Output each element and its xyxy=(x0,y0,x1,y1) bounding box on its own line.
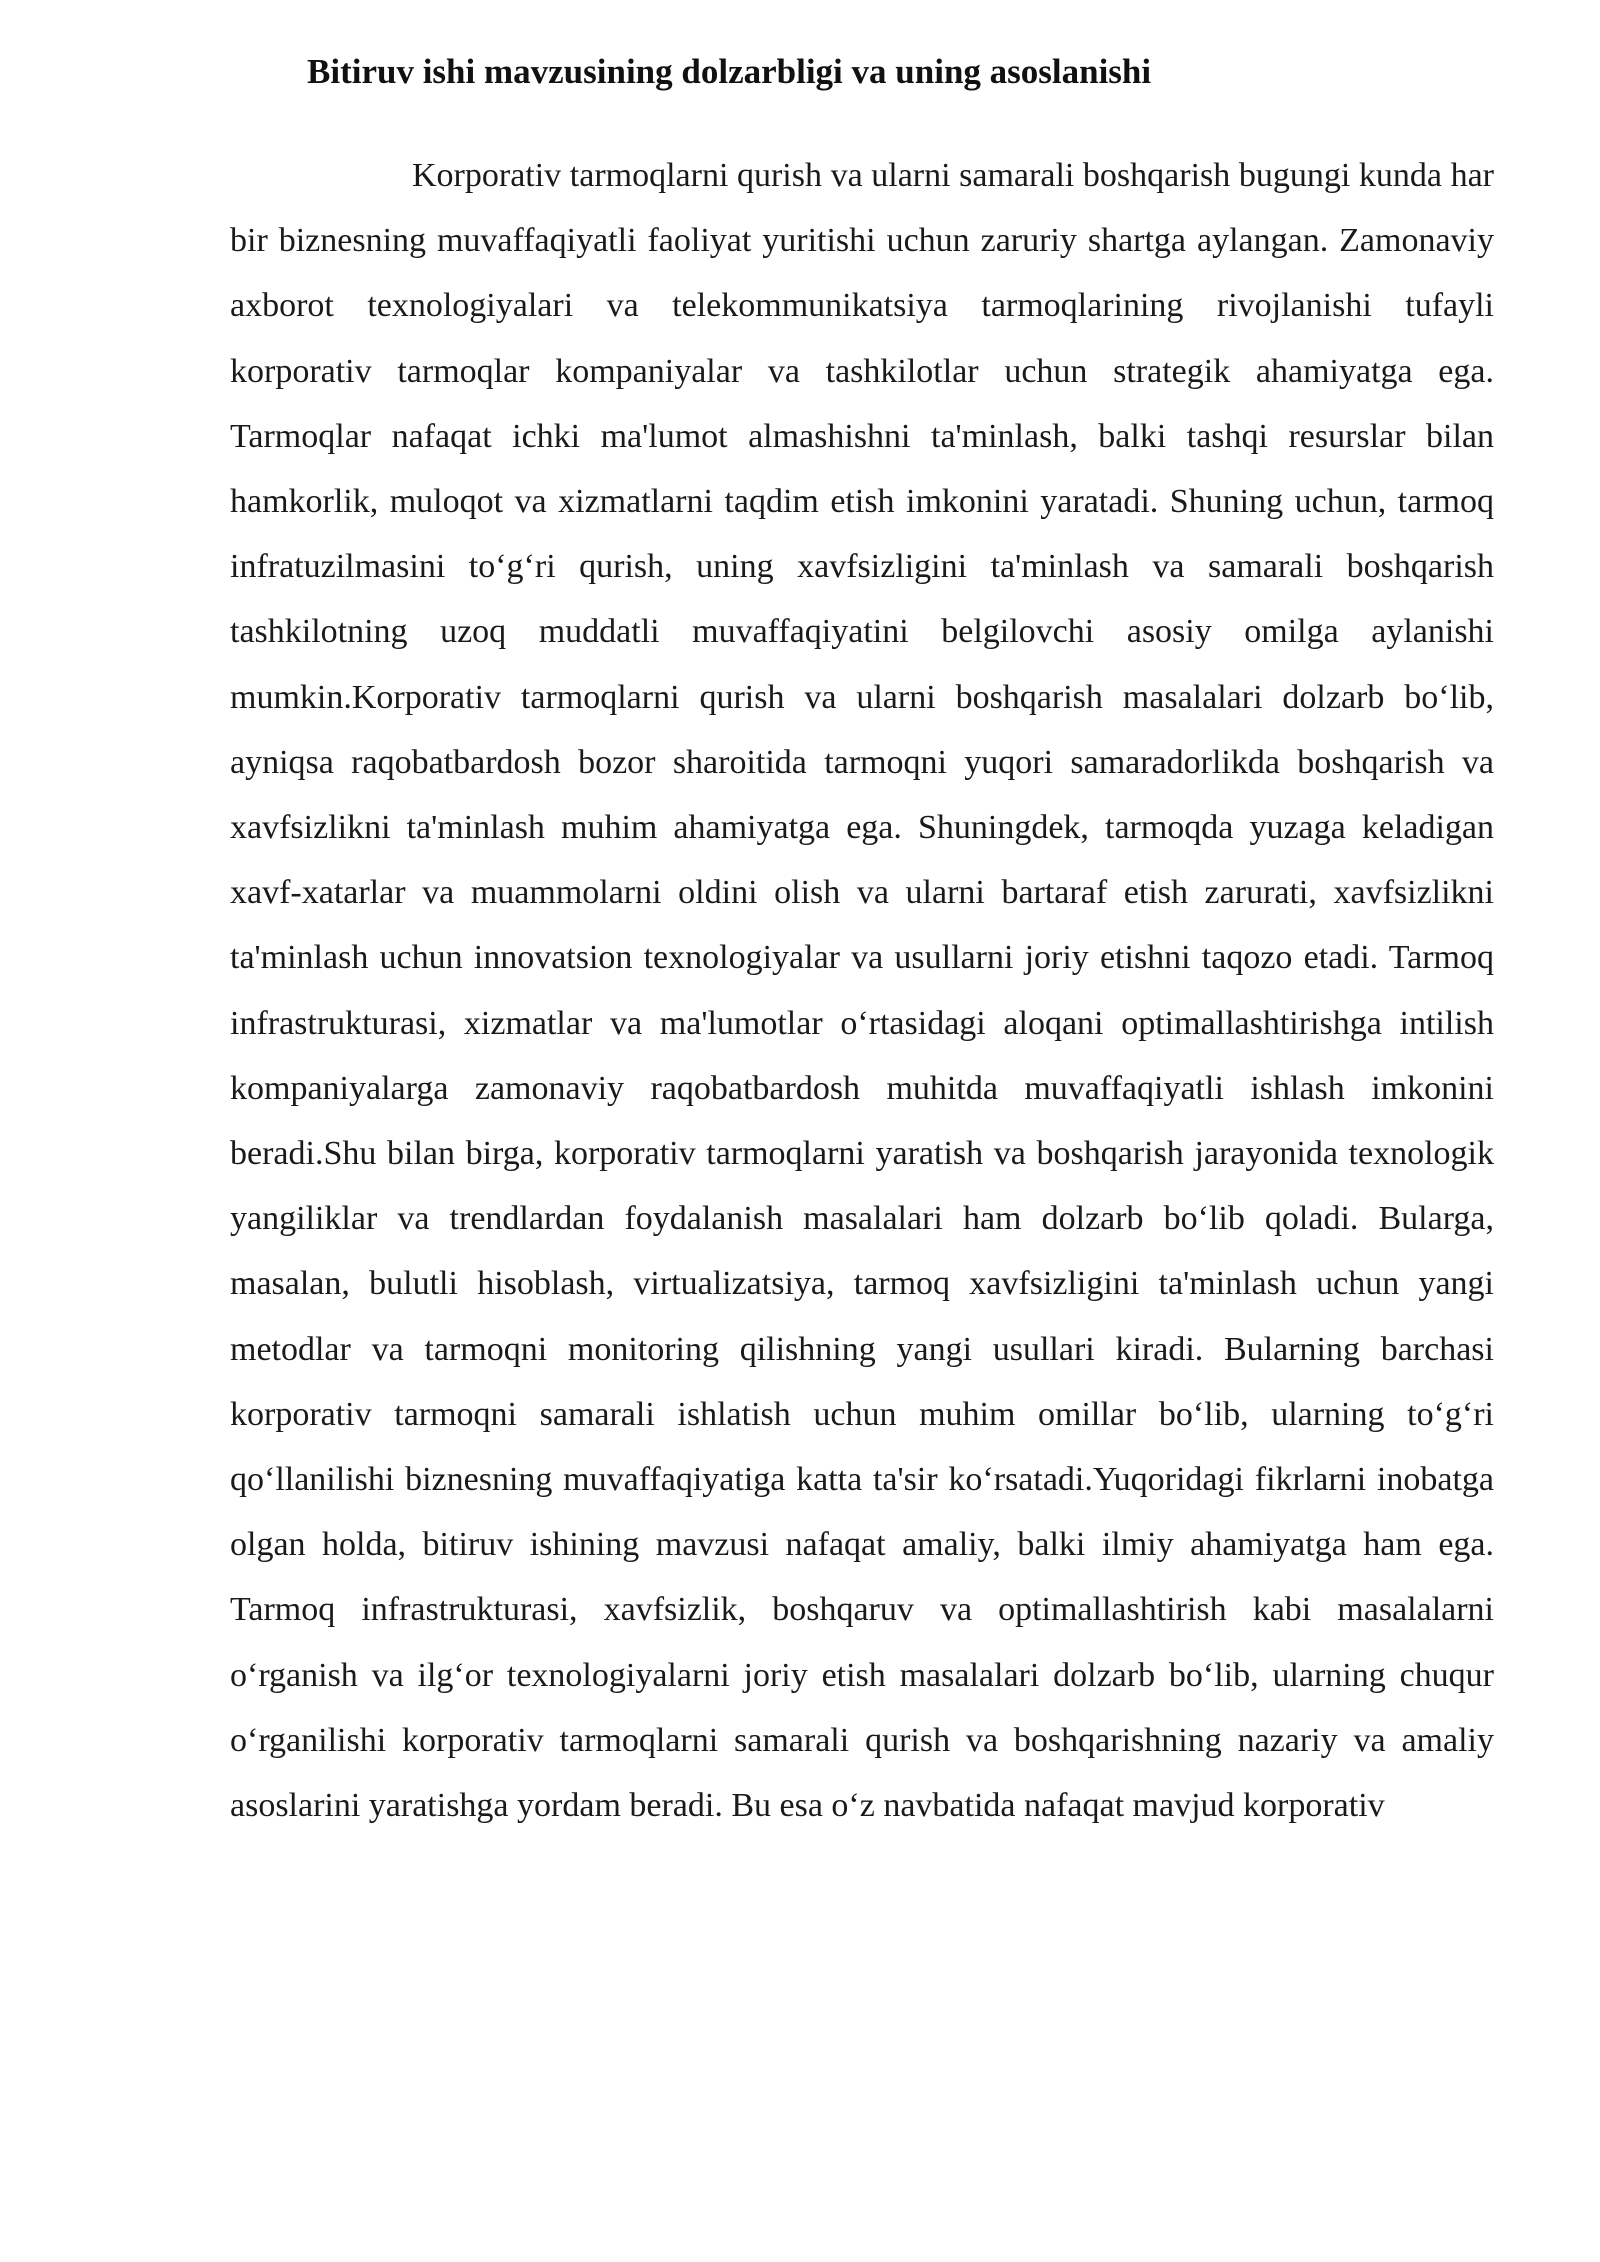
body-paragraph: Korporativ tarmoqlarni qurish va ularni samarali boshqarish bugungi kunda har bir biznesning muvaffaqiyatli faoliyat yuritishi uchun zaruriy shartga aylangan. Zamonaviy axborot texnologiyalari va telekommunikatsiya tarmoqlarining rivojlanishi tufayli korporativ tarmoqlar kompaniyalar va tashkilotlar uchun strategik ahamiyatga ega. Tarmoqlar nafaqat ichki ma'lumot almashishni ta'minlash, balki tashqi resurslar bilan hamkorlik, muloqot va xizmatlarni taqdim etish imkonini yaratadi. Shuning uchun, tarmoq infratuzilmasini to‘g‘ri qurish, uning xavfsizligini ta'minlash va samarali boshqarish tashkilotning uzoq muddatli muvaffaqiyatini belgilovchi asosiy omilga aylanishi mumkin.Korporativ tarmoqlarni qurish va ularni boshqarish masalalari dolzarb bo‘lib, ayniqsa raqobatbardosh bozor sharoitida tarmoqni yuqori samaradorlikda boshqarish va xavfsizlikni ta'minlash muhim ahamiyatga ega. Shuningdek, tarmoqda yuzaga keladigan xavf-xatarlar va muammolarni oldini olish va ularni bartaraf etish zarurati, xavfsizlikni ta'minlash uchun innovatsion texnologiyalar va usullarni joriy etishni taqozo etadi. Tarmoq infrastrukturasi, xizmatlar va ma'lumotlar o‘rtasidagi aloqani optimallashtirishga intilish kompaniyalarga zamonaviy raqobatbardosh muhitda muvaffaqiyatli ishlash imkonini beradi.Shu bilan birga, korporativ tarmoqlarni yaratish va boshqarish jarayonida texnologik yangiliklar va trendlardan foydalanish masalalari ham dolzarb bo‘lib qoladi. Bularga, masalan, bulutli hisoblash, virtualizatsiya, tarmoq xavfsizligini ta'minlash uchun yangi metodlar va tarmoqni monitoring qilishning yangi usullari kiradi. Bularning barchasi korporativ tarmoqni samarali ishlatish uchun muhim omillar bo‘lib, ularning to‘g‘ri qo‘llanilishi biznesning muvaffaqiyatiga katta ta'sir ko‘rsatadi.Yuqoridagi fikrlarni inobatga olgan holda, bitiruv ishining mavzusi nafaqat amaliy, balki ilmiy ahamiyatga ham ega. Tarmoq infrastrukturasi, xavfsizlik, boshqaruv va optimallashtirish kabi masalalarni o‘rganish va ilg‘or texnologiyalarni joriy etish masalalari dolzarb bo‘lib, ularning chuqur o‘rganilishi korporativ tarmoqlarni samarali qurish va boshqarishning nazariy va amaliy asoslarini yaratishga yordam beradi. Bu esa o‘z navbatida nafaqat mavjud korporativ xyxy=(230,157,1494,1825)
document-title: Bitiruv ishi mavzusining dolzarbligi va uning asoslanishi xyxy=(307,52,1152,91)
